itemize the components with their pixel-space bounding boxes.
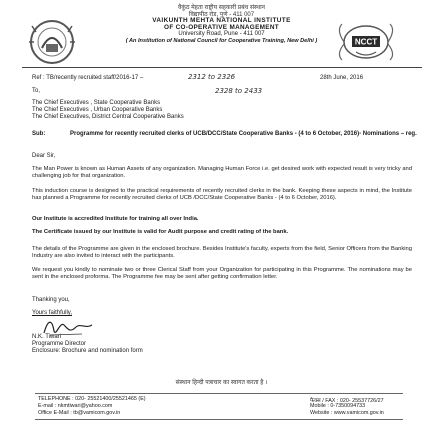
footer-email: E-mail : nkmtiwari@yahoo.com — [38, 403, 113, 409]
footer-hindi-slogan: संस्थान हिन्दी पत्राचार का स्वागत करता है । — [175, 380, 268, 386]
reference-number: Ref : TB/recently recruited staff/2016-17 – — [32, 75, 144, 81]
body-paragraph: This induction course is designed to the practical requirements of recently recruited clerks in the bank. Keeping these aspects in mind, the Institute has planned a Programme for recently recruited clerks of UCB /DCC/State Cooperative Banks - (4 to 6 October, 2016). — [32, 188, 412, 201]
ncct-emblem-logo — [334, 20, 398, 64]
signatory-name: N.K. Tiwari — [32, 334, 62, 340]
subject-label: Sub: — [32, 131, 46, 137]
addressee-line: The Chief Executives , Urban Cooperative Banks — [32, 107, 163, 113]
footer-mobile: Mobile : 0-7350094733 — [310, 403, 366, 409]
footer-fax: फैक्स / FAX : 020- 25537726/27 — [310, 398, 384, 404]
footer-phone: TELEPHONE : 020- 25521400/25521465 (E) — [38, 396, 146, 402]
salutation: Dear Sir, — [32, 153, 56, 159]
footer-website: Website : www.vamicom.gov.in — [310, 410, 384, 416]
header-hindi-name: वैकुंठ मेहता राष्ट्रीय सहकारी प्रबंध संस्थान — [178, 5, 265, 11]
header-address: University Road, Pune - 411 007 — [178, 31, 265, 37]
thanks-line: Thanking you, — [32, 297, 70, 303]
body-paragraph: We request you kindly to nominate two or three Clerical Staff from your Organization for participating in this Programme. The nominations may be sent in the enclosed proforma. The Programme fee may be sent after getting confirmation letter. — [32, 267, 412, 280]
footer-rule-top — [35, 393, 403, 394]
addressee-line: The Chief Executives , State Cooperative Banks — [32, 100, 161, 106]
subject-text: Programme for recently recruited clerks of UCB/DCC/State Cooperative Banks - (4 to 6 October, 2016)- Nominations – reg. — [70, 131, 417, 137]
to-label: To, — [32, 88, 41, 94]
footer-office-email: Office E-Mail : tb@vamicom.gov.in — [38, 410, 121, 416]
footer-rule-bottom — [35, 419, 403, 420]
header-institute-name-2: OF CO-OPERATIVE MANAGEMENT — [164, 24, 279, 31]
body-paragraph: The details of the Programme are given in the enclosed brochure. Besides Institute's faculty, experts from the field, Senior Officers from the Banking Industry are also invited to interact with the participants. — [32, 246, 412, 259]
enclosure-note: Enclosure: Brochure and nomination form — [32, 348, 143, 354]
addressee-line: The Chief Executives, District Central Cooperative Banks — [32, 114, 184, 120]
header-institute-name: VAIKUNTH MEHTA NATIONAL INSTITUTE — [152, 17, 291, 24]
letter-date: 28th June, 2016 — [320, 75, 364, 81]
closing-line: Yours faithfully, — [32, 310, 73, 316]
body-paragraph-certificate: The Certificate issued by our Institute is valid for Audit purpose and credit rating of the bank. — [32, 229, 289, 235]
svg-text:NCCT: NCCT — [354, 37, 378, 47]
header-rule — [22, 67, 422, 68]
handwritten-number-range-2: 2328 to 2433 — [215, 87, 263, 95]
institute-emblem-logo — [28, 18, 76, 66]
header-institution-note: ( An Institution of National Council for Cooperative Training, New Delhi ) — [125, 38, 318, 44]
handwritten-number-range: 2312 to 2326 — [188, 73, 236, 81]
body-paragraph-accreditation: Our Institute is accredited Institute for training all over India. — [32, 216, 199, 222]
body-paragraph: The Man Power is known as Human Assets of any organization. Managing Human Force i.e. get desired work with expected result is very tricky and challenging job for that organization. — [32, 166, 412, 179]
signatory-title: Programme Director — [32, 341, 87, 347]
header-hindi-address: विद्यापीठ रोड, पुणे - 411 007 — [188, 12, 255, 18]
